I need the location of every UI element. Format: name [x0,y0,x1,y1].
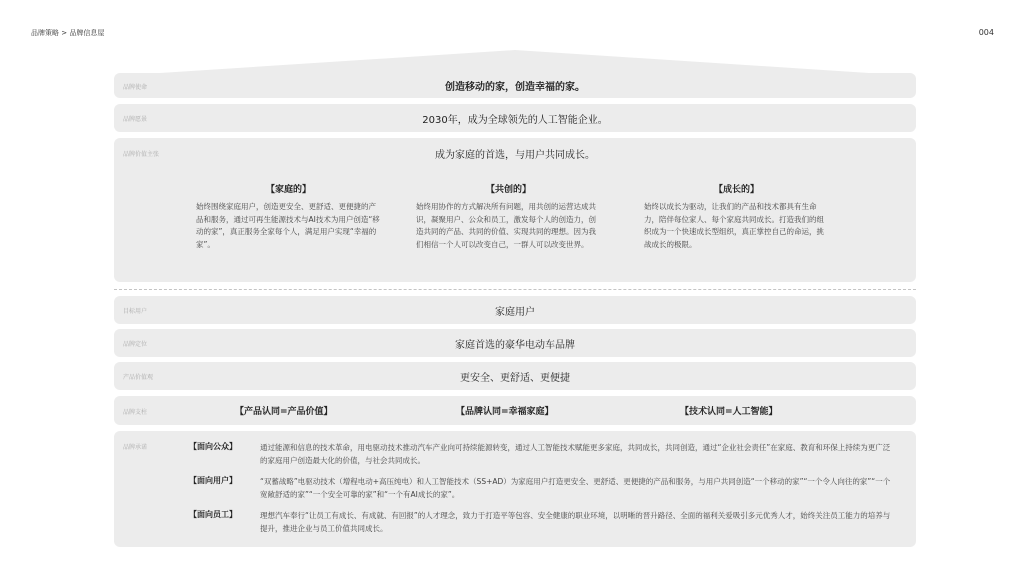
commitment-text: 理想汽车奉行“让员工有成长、有成就、有回报”的人才理念，致力于打造平等包容、安全健康的职业环境，以明晰的晋升路径、全面的福利关爱吸引多元优秀人才，始终关注员工能力的培养与提升，推进企业与员工价值共同成长。 [260,511,891,533]
value-title: 【家庭的】 [265,185,311,195]
vision-label: 品牌愿景 [123,116,148,123]
target-users-row [114,296,916,324]
commitment-text: 通过能源和信息的技术革命，用电驱动技术推动汽车产业向可持续能源转变，通过人工智能技术赋能更多家庭，共同成长，共同创造，通过“企业社会责任”在家庭、教育和环保上持续为更广泛的家庭用户创造最大化的价值，与社会共同成长。 [260,443,891,465]
commitment-tag: 【面向公众】 [189,442,237,451]
product-value-row [114,362,916,390]
target-users-value: 家庭用户 [495,307,535,318]
vision-value: 2030年，成为全球领先的人工智能企业。 [422,115,608,126]
positioning-label: 品牌定位 [123,341,148,348]
value-column-family [196,182,381,251]
pillar-brand: 【品牌认同=幸福家庭】 [456,407,554,417]
product-value-label: 产品价值观 [123,374,154,381]
pillar-product: 【产品认同=产品价值】 [235,407,333,417]
pillars-label: 品牌支柱 [123,409,148,416]
value-title: 【成长的】 [713,185,759,195]
commitment-text: “双蓄战略”电驱动技术（增程电动+高压纯电）和人工智能技术（SS+AD）为家庭用户打造更安全、更舒适、更便捷的产品和服务，与用户共同创造“一个移动的家”“一个令人向往的家”“一个宽敞舒适的家”“一个安全可靠的家”和“一个有AI成长的家”。 [260,477,891,499]
mission-row [114,73,916,98]
product-value-value: 更安全、更舒适、更便捷 [460,373,570,384]
value-desc: 始终用协作的方式解决所有问题，用共创的运营达成共识，凝聚用户、公众和员工，激发每个人的创造力，创造共同的产品、共同的价值、实现共同的理想。因为我们相信一个人可以改变自己，一群人可以改变世界。 [416,202,596,249]
value-column-growth [644,182,829,251]
commitment-section [114,431,916,547]
commitment-tag: 【面向用户】 [189,476,237,485]
value-column-cocreation [416,182,601,251]
values-headline: 成为家庭的首选，与用户共同成长。 [435,150,595,161]
positioning-row [114,329,916,357]
positioning-value: 家庭首选的豪华电动车品牌 [455,340,575,351]
target-users-label: 目标用户 [123,308,148,315]
pillar-technology: 【技术认同=人工智能】 [680,407,778,417]
mission-value: 创造移动的家，创造幸福的家。 [445,82,585,93]
value-desc: 始终围绕家庭用户，创造更安全、更舒适、更便捷的产品和服务，通过可再生能源技术与AI技术为用户创造“移动的家”，真正服务全家每个人，满足用户实现“幸福的家”。 [196,202,380,249]
values-section [114,138,916,282]
vision-row [114,104,916,132]
mission-label: 品牌使命 [123,84,148,91]
commitment-label: 品牌承诺 [123,444,148,451]
commitment-tag: 【面向员工】 [189,510,237,519]
values-label: 品牌价值主张 [123,151,160,158]
value-title: 【共创的】 [485,185,531,195]
page-number: 004 [978,28,994,37]
breadcrumb: 品牌策略 > 品牌信息屋 [31,29,105,37]
section-divider [114,289,916,290]
pillars-row [114,396,916,425]
value-desc: 始终以成长为驱动，让我们的产品和技术都具有生命力，陪伴每位家人、每个家庭共同成长。打造我们的组织成为一个快速成长型组织，真正掌控自己的命运，挑战成长的极限。 [644,202,824,249]
